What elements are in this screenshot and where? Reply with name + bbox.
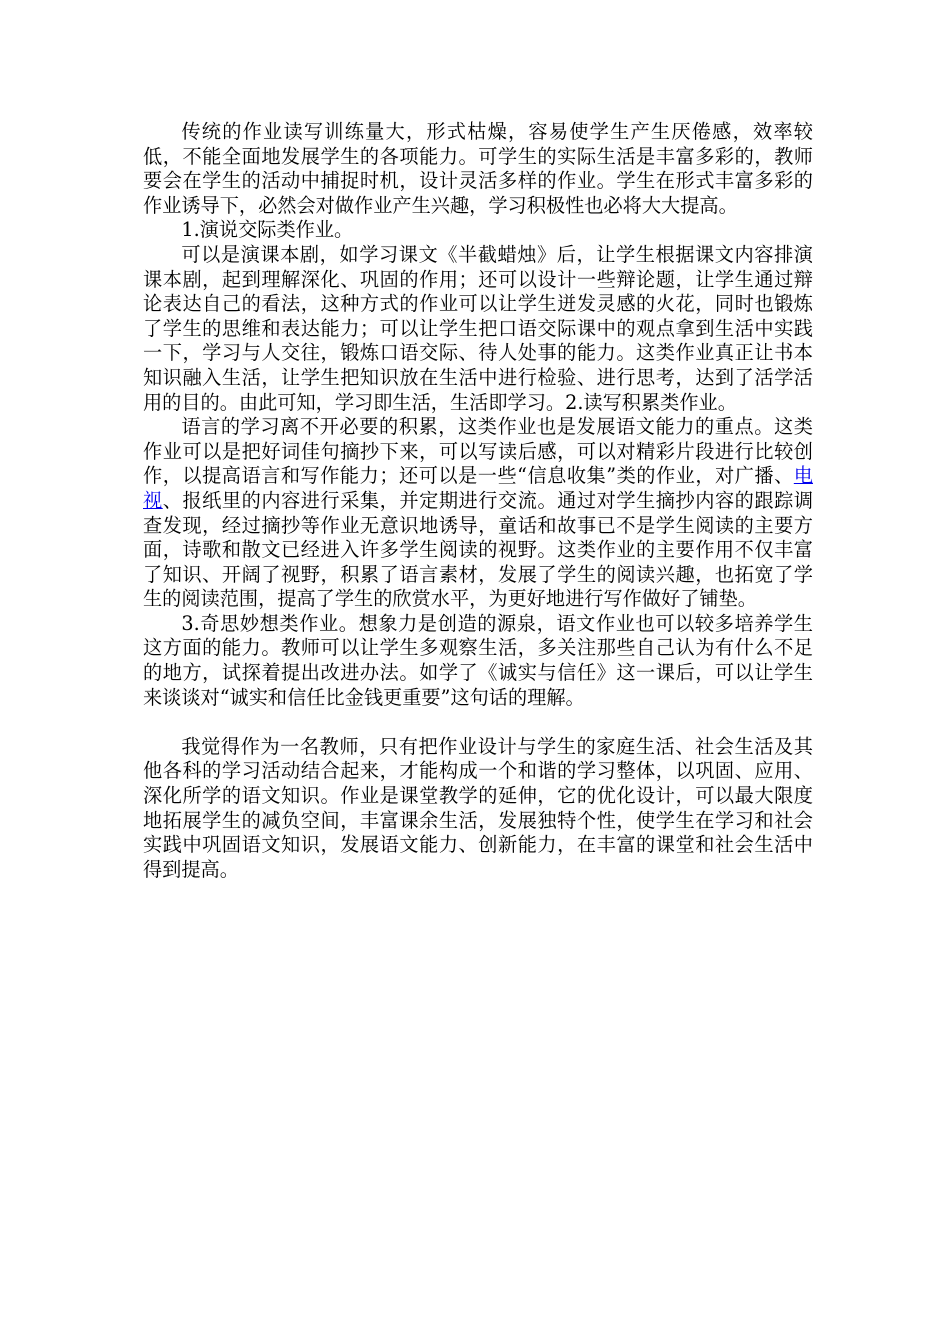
reading-text-after: 、报纸里的内容进行采集，并定期进行交流。通过对学生摘抄内容的跟踪调查发现，经过摘抄等作业无意识地诱导，童话和故事已不是学生阅读的主要方面，诗歌和散文已经进入许多学生阅读的视野。这类作业的主要作用不仅丰富了知识、开阔了视野，积累了语言素材，发展了学生的阅读兴趣，也拓宽了学生的阅读范围，提高了学生的欣赏水平，为更好地进行写作做好了铺垫。 — [143, 488, 814, 611]
tv-link[interactable]: 电视 — [143, 464, 813, 512]
paragraph-conclusion: 我觉得作为一名教师，只有把作业设计与学生的家庭生活、社会生活及其他各科的学习活动结合起来，才能构成一个和谐的学习整体，以巩固、应用、深化所学的语文知识。作业是课堂教学的延伸，它的优化设计，可以最大限度地拓展学生的减负空间，丰富课余生活，发展独特个性，使学生在学习和社会实践中巩固语文知识，发展语文能力、创新能力，在丰富的课堂和社会生活中得到提高。 — [143, 734, 813, 881]
paragraph-intro: 传统的作业读写训练量大，形式枯燥，容易使学生产生厌倦感，效率较低，不能全面地发展学生的各项能力。可学生的实际生活是丰富多彩的，教师要会在学生的活动中捕捉时机，设计灵活多样的作业。学生在形式丰富多彩的作业诱导下，必然会对做作业产生兴趣，学习积极性也必将大大提高。 — [143, 120, 813, 217]
reading-text-before: 语言的学习离不开必要的积累，这类作业也是发展语文能力的重点。这类作业可以是把好词佳句摘抄下来，可以写读后感，可以对精彩片段进行比较创作，以提高语言和写作能力；还可以是一些“信息收集”类的作业，对广播、 — [143, 415, 813, 488]
paragraph-imagination-homework: 3.奇思妙想类作业。想象力是创造的源泉，语文作业也可以较多培养学生这方面的能力。教师可以让学生多观察生活，多关注那些自己认为有什么不足的地方，试探着提出改进办法。如学了《诚实与信任》这一课后，可以让学生来谈谈对“诚实和信任比金钱更重要”这句话的理解。 — [143, 611, 813, 709]
document-body — [143, 120, 813, 882]
paragraph-reading-homework — [143, 415, 813, 612]
paragraph-speech-homework: 可以是演课本剧，如学习课文《半截蜡烛》后，让学生根据课文内容排演课本剧，起到理解深化、巩固的作用；还可以设计一些辩论题，让学生通过辩论表达自己的看法，这种方式的作业可以让学生迸发灵感的火花，同时也锻炼了学生的思维和表达能力；可以让学生把口语交际课中的观点拿到生活中实践一下，学习与人交往，锻炼口语交际、待人处事的能力。这类作业真正让书本知识融入生活，让学生把知识放在生活中进行检验、进行思考，达到了活学活用的目的。由此可知，学习即生活，生活即学习。2.读写积累类作业。 — [143, 242, 813, 414]
paragraph-heading-speech: 1.演说交际类作业。 — [181, 218, 354, 242]
